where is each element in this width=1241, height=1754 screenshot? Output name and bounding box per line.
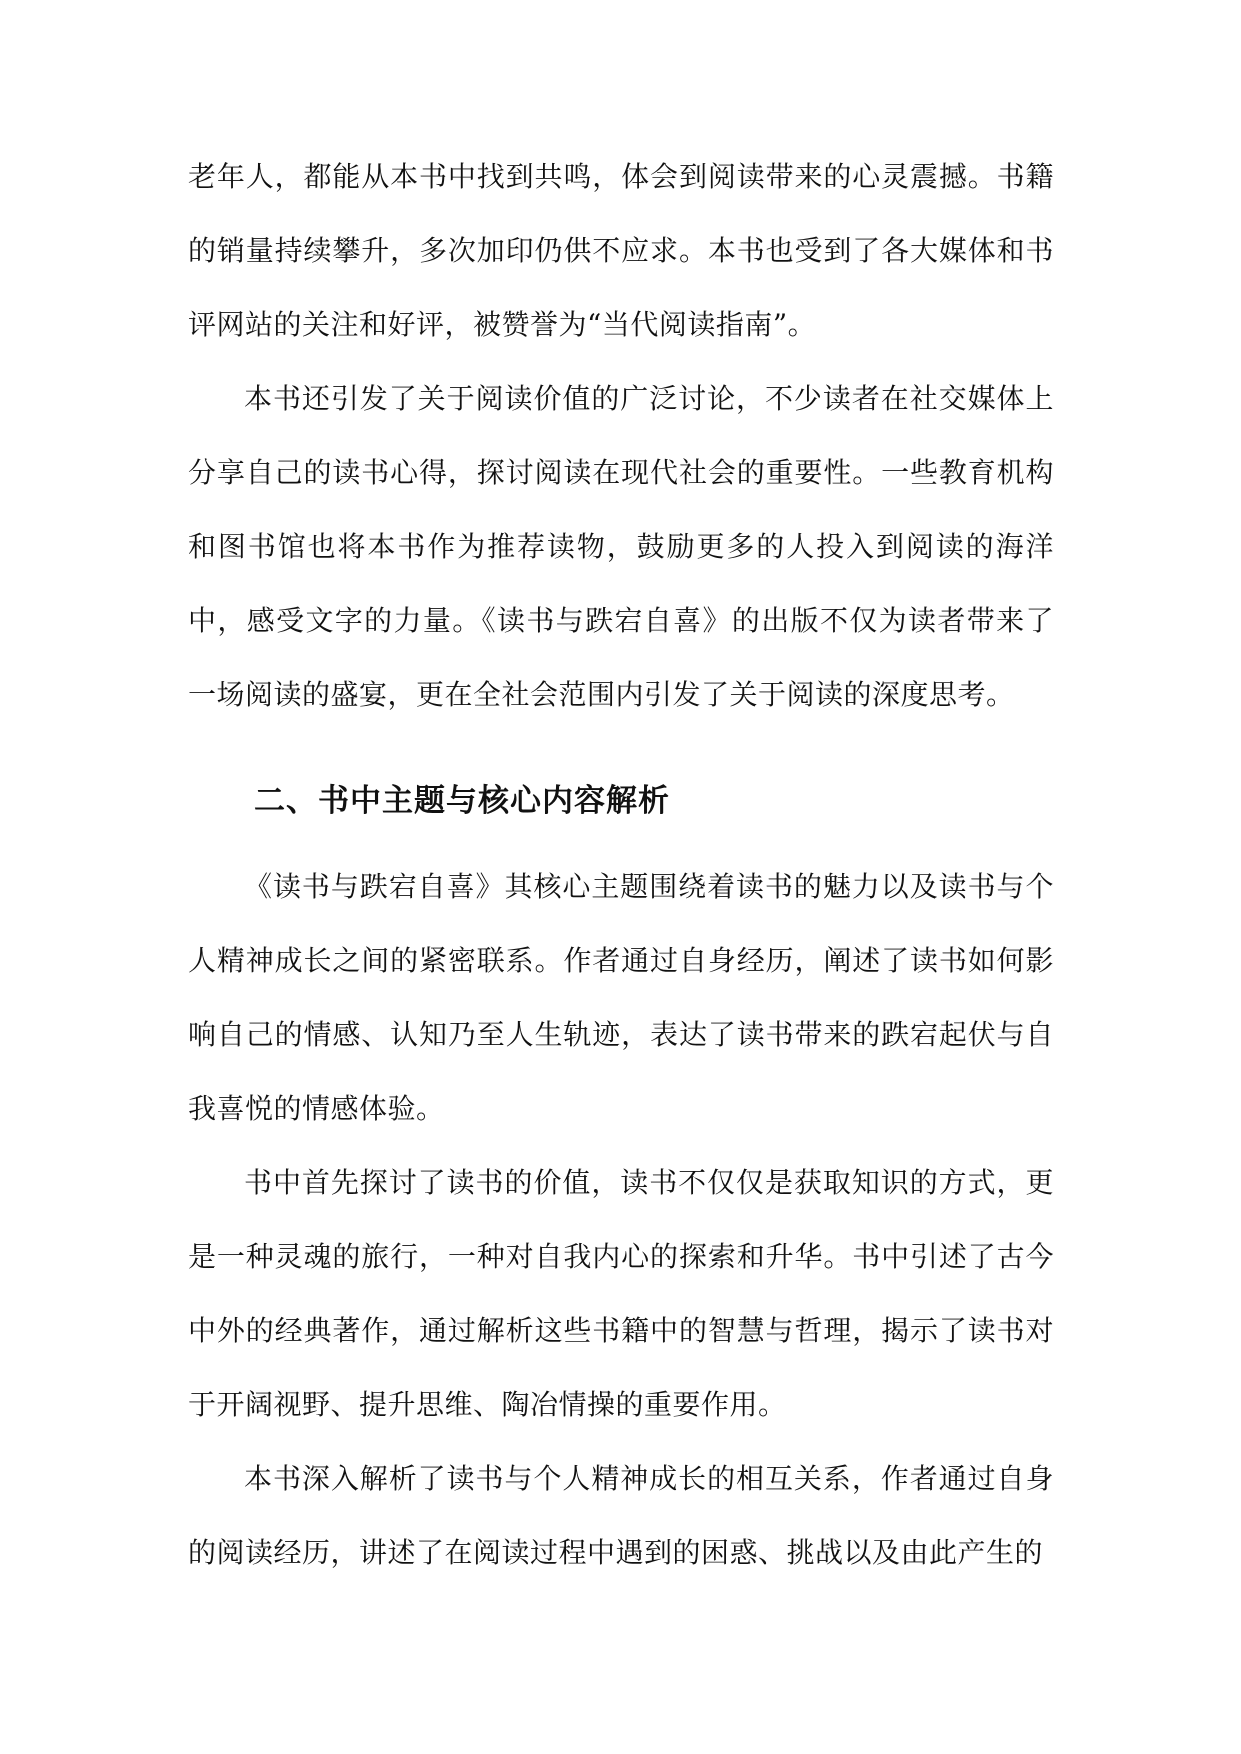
section-heading: 二、书中主题与核心内容解析 <box>254 783 670 819</box>
body-paragraph: 书中首先探讨了读书的价值，读书不仅仅是获取知识的方式，更是一种灵魂的旅行，一种对自我内心的探索和升华。书中引述了古今中外的经典著作，通过解析这些书籍中的智慧与哲理，揭示了读书对于开阔视野、提升思维、陶冶情操的重要作用。 <box>188 1166 1054 1421</box>
body-paragraph: 老年人，都能从本书中找到共鸣，体会到阅读带来的心灵震撼。书籍的销量持续攀升，多次加印仍供不应求。本书也受到了各大媒体和书评网站的关注和好评，被赞誉为“当代阅读指南”。 <box>188 160 1054 341</box>
body-paragraph: 本书深入解析了读书与个人精神成长的相互关系，作者通过自身的阅读经历，讲述了在阅读过程中遇到的困惑、挑战以及由此产生的 <box>188 1462 1054 1569</box>
body-paragraph: 本书还引发了关于阅读价值的广泛讨论，不少读者在社交媒体上分享自己的读书心得，探讨阅读在现代社会的重要性。一些教育机构和图书馆也将本书作为推荐读物，鼓励更多的人投入到阅读的海洋中，感受文字的力量。《读书与跌宕自喜》的出版不仅为读者带来了一场阅读的盛宴，更在全社会范围内引发了关于阅读的深度思考。 <box>188 382 1054 711</box>
document-body <box>188 140 1054 1590</box>
body-paragraph: 《读书与跌宕自喜》其核心主题围绕着读书的魅力以及读书与个人精神成长之间的紧密联系。作者通过自身经历，阐述了读书如何影响自己的情感、认知乃至人生轨迹，表达了读书带来的跌宕起伏与自我喜悦的情感体验。 <box>188 870 1054 1125</box>
